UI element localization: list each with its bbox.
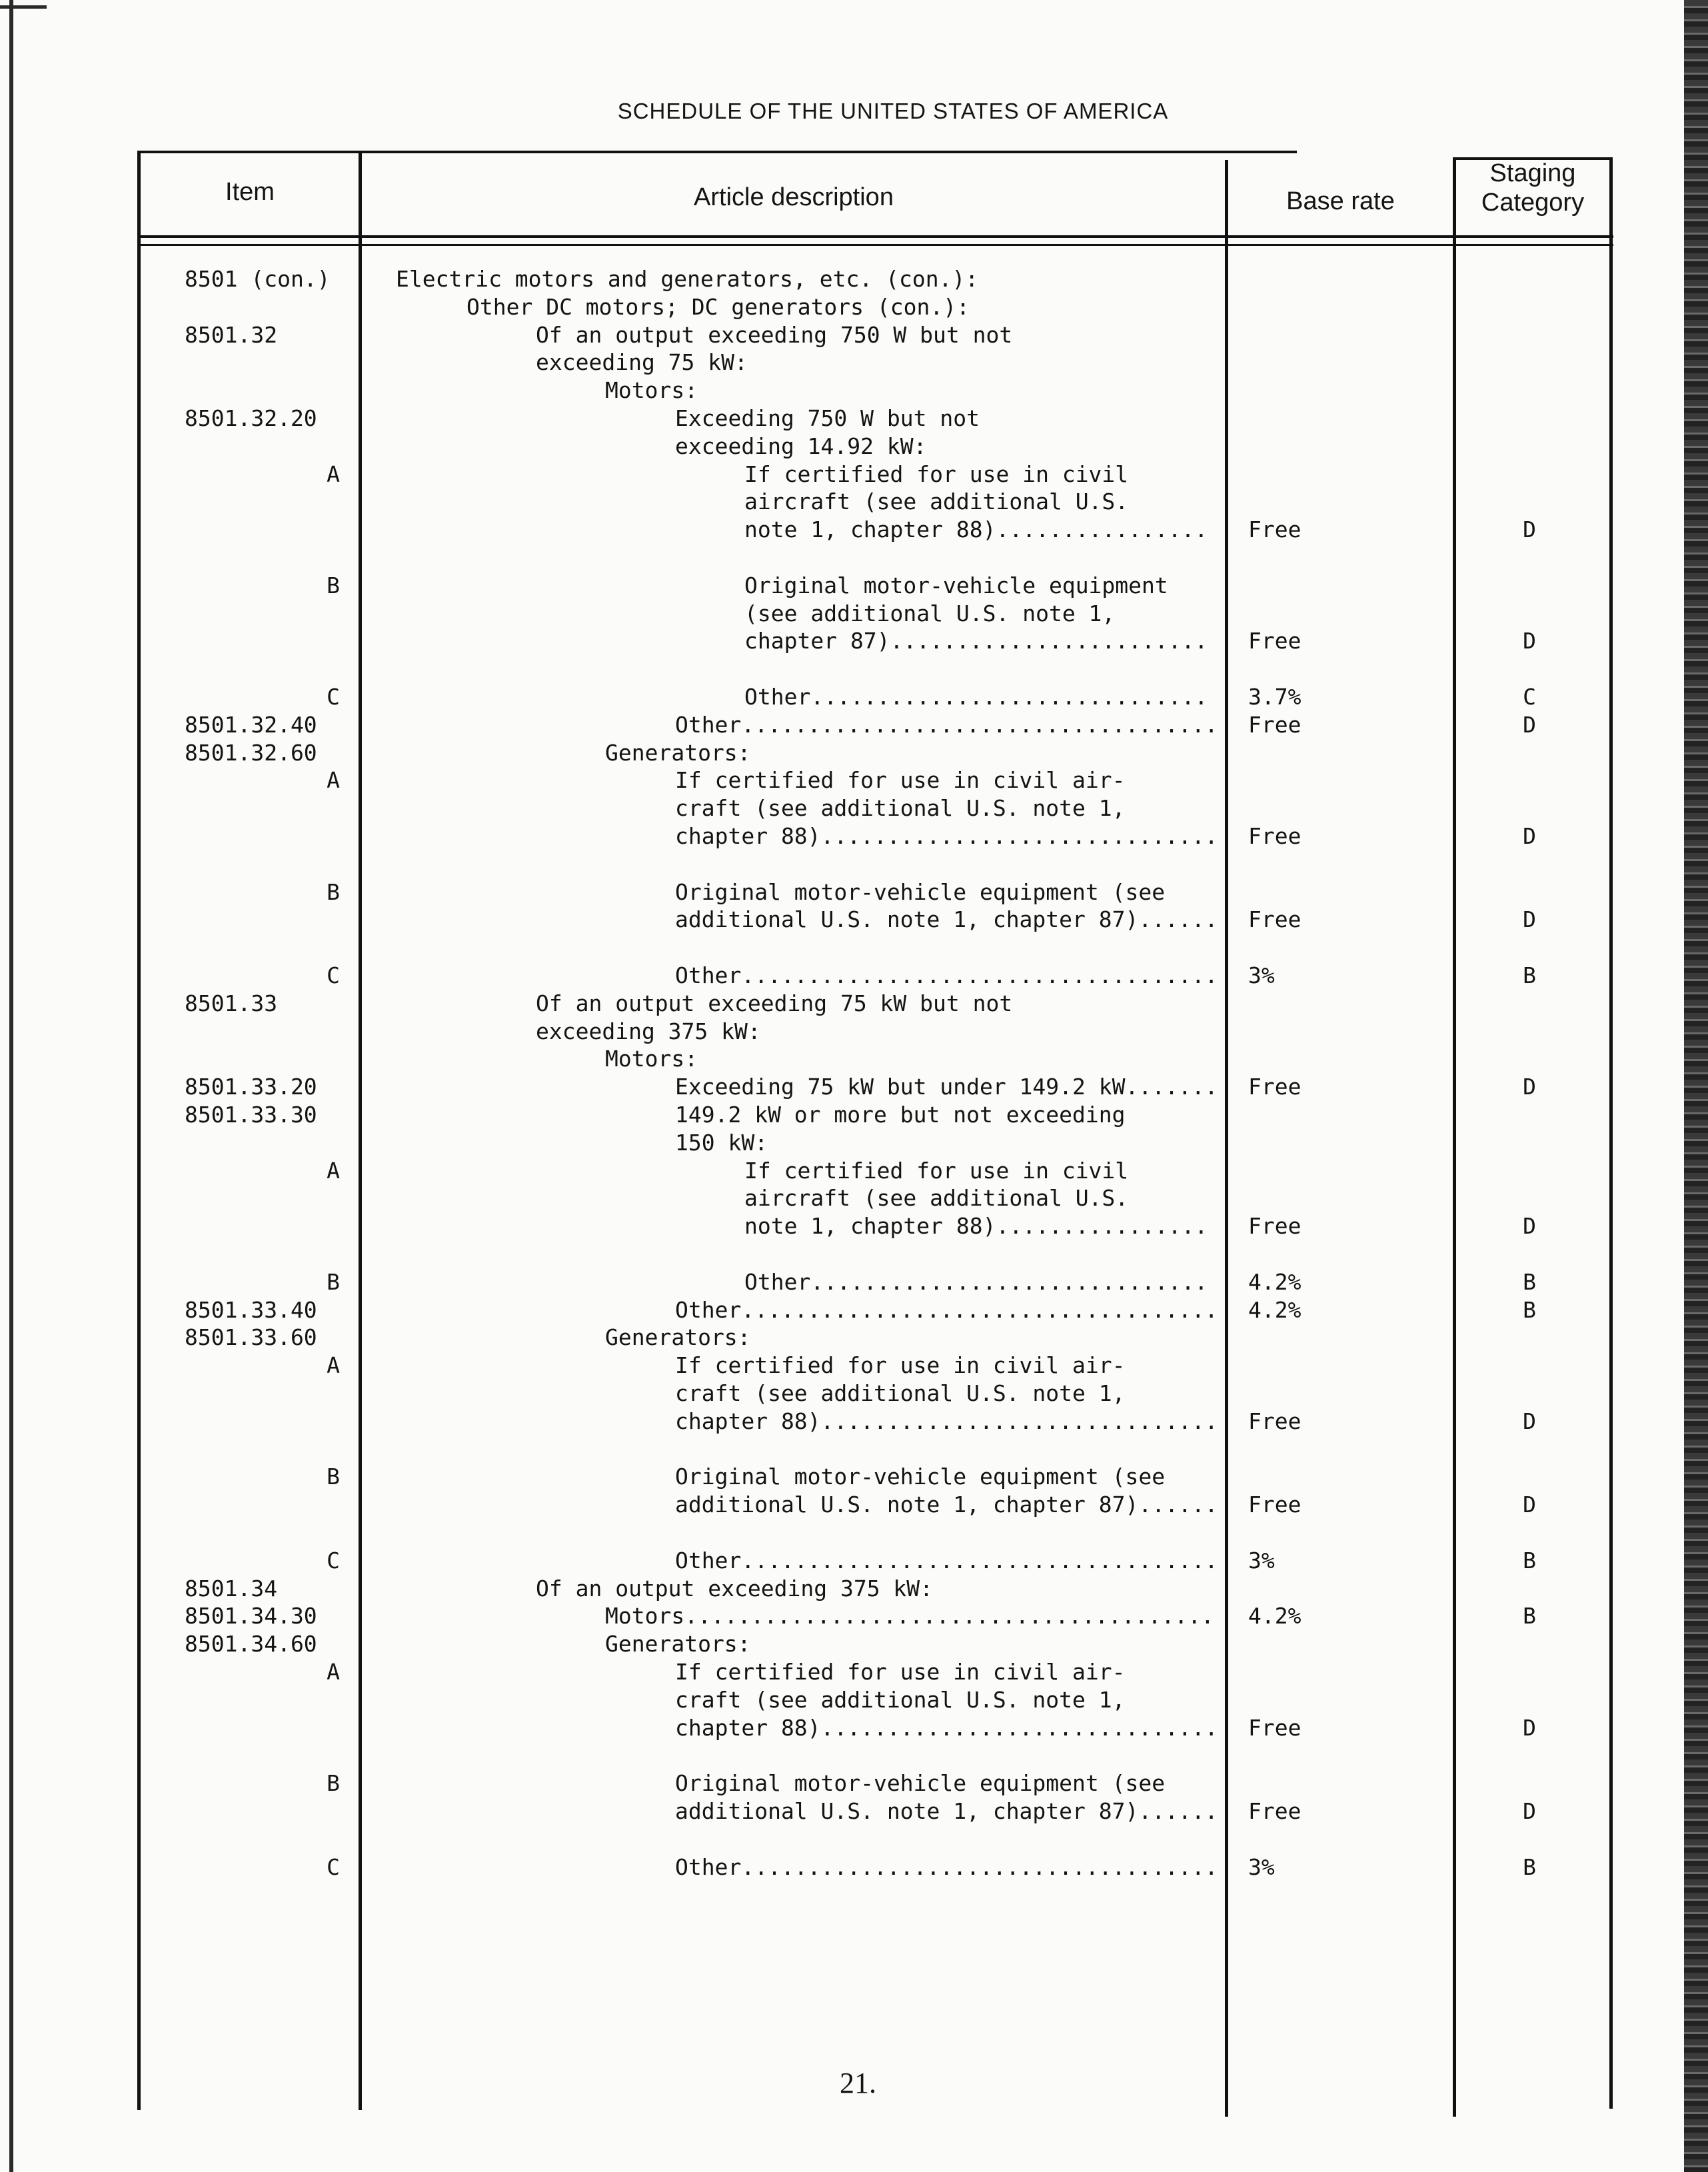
- table-row: [0, 1268, 1708, 1296]
- article-description: [744, 1157, 1128, 1185]
- staging-category: C: [1523, 684, 1536, 710]
- item-sub-letter: A: [327, 1352, 340, 1378]
- article-description: [744, 488, 1128, 516]
- table-row: [0, 1686, 1708, 1714]
- table-row: [0, 822, 1708, 850]
- base-rate: Free: [1248, 1408, 1301, 1434]
- table-row: [0, 1491, 1708, 1519]
- scan-corner-mark: [0, 5, 47, 9]
- staging-category: B: [1523, 962, 1536, 988]
- base-rate: Free: [1248, 1798, 1301, 1824]
- table-row: [0, 377, 1708, 405]
- description-text: Motors:: [605, 1046, 698, 1072]
- article-description: [675, 405, 980, 433]
- staging-category: D: [1523, 906, 1536, 932]
- description-text: Other: [675, 1548, 742, 1574]
- table-row: [0, 1630, 1708, 1658]
- description-text: chapter 88): [675, 1408, 821, 1434]
- base-rate: Free: [1248, 628, 1301, 654]
- article-description: [744, 627, 1208, 655]
- item-number: 8501.34.60: [185, 1631, 317, 1657]
- header-staging-category: [1456, 159, 1609, 217]
- staging-category: D: [1523, 823, 1536, 849]
- table-row: [0, 962, 1708, 990]
- header-staging-line1: Staging: [1489, 159, 1576, 187]
- description-text: craft (see additional U.S. note 1,: [675, 795, 1126, 821]
- table-row: [0, 433, 1708, 461]
- item-number: 8501.34: [185, 1576, 278, 1602]
- base-rate: 4.2%: [1248, 1603, 1301, 1629]
- table-row: [0, 711, 1708, 739]
- description-text: Other: [675, 962, 742, 988]
- article-description: [536, 321, 1012, 349]
- article-description: [605, 1324, 751, 1352]
- table-row: [0, 1296, 1708, 1324]
- item-sub-letter: B: [327, 1269, 340, 1295]
- table-row: [0, 1658, 1708, 1686]
- item-sub-letter: A: [327, 1659, 340, 1685]
- table-row: [0, 1408, 1708, 1436]
- item-sub-letter: C: [327, 1548, 340, 1574]
- article-description: [536, 990, 1012, 1018]
- article-description: [605, 377, 698, 405]
- article-description: [675, 794, 1126, 822]
- description-text: exceeding 14.92 kW:: [675, 433, 927, 459]
- description-text: Other: [675, 1297, 742, 1323]
- table-row: [0, 1018, 1708, 1046]
- description-text: Electric motors and generators, etc. (con.):: [396, 266, 979, 292]
- staging-category: D: [1523, 1715, 1536, 1741]
- table-row: [0, 293, 1708, 321]
- header-staging-line2: Category: [1481, 189, 1585, 217]
- article-description: [536, 1018, 761, 1046]
- description-text: Generators:: [605, 740, 751, 766]
- table-row: [0, 766, 1708, 794]
- article-description: [675, 822, 1218, 850]
- table-row: [0, 1575, 1708, 1603]
- article-description: [675, 1769, 1165, 1797]
- table-row: [0, 1184, 1708, 1212]
- item-sub-letter: A: [327, 461, 340, 487]
- table-row: [0, 572, 1708, 600]
- item-sub-letter: A: [327, 1158, 340, 1184]
- staging-category: D: [1523, 517, 1536, 543]
- table-top-border: [137, 151, 1297, 153]
- article-description: [744, 1184, 1128, 1212]
- description-text: Original motor-vehicle equipment: [744, 572, 1168, 598]
- article-description: [675, 1352, 1126, 1380]
- base-rate: 3%: [1248, 1854, 1275, 1880]
- table-row: [0, 1547, 1708, 1575]
- description-text: additional U.S. note 1, chapter 87): [675, 1492, 1139, 1518]
- description-text: craft (see additional U.S. note 1,: [675, 1380, 1126, 1406]
- item-sub-letter: B: [327, 1464, 340, 1490]
- description-text: Motors: [605, 1603, 685, 1629]
- table-row: [0, 1797, 1708, 1825]
- dot-leader: ......: [1138, 1798, 1218, 1824]
- table-row: [0, 683, 1708, 711]
- table-row: [0, 627, 1708, 655]
- table-row: [0, 1157, 1708, 1185]
- header-article-description: Article description: [694, 183, 894, 211]
- description-text: Other: [675, 712, 742, 738]
- table-row: [0, 739, 1708, 767]
- description-text: 150 kW:: [675, 1130, 768, 1156]
- article-description: [675, 1491, 1218, 1519]
- base-rate: Free: [1248, 906, 1301, 932]
- table-row: [0, 321, 1708, 349]
- article-description: [675, 1547, 1218, 1575]
- article-description: [675, 1101, 1126, 1129]
- table-row: [0, 1101, 1708, 1129]
- article-description: [744, 600, 1115, 628]
- description-text: Of an output exceeding 750 W but not: [536, 322, 1013, 348]
- article-description: [675, 962, 1218, 990]
- staging-category: B: [1523, 1548, 1536, 1574]
- table-row: [0, 1602, 1708, 1630]
- article-description: [466, 293, 970, 321]
- table-row: [0, 405, 1708, 433]
- dot-leader: ..............................: [820, 823, 1218, 849]
- table-row: [0, 600, 1708, 628]
- base-rate: 3.7%: [1248, 684, 1301, 710]
- item-number: 8501.32: [185, 322, 278, 348]
- dot-leader: .......: [1125, 1074, 1218, 1100]
- article-description: [675, 766, 1126, 794]
- table-row: [0, 794, 1708, 822]
- base-rate: 4.2%: [1248, 1269, 1301, 1295]
- article-description: [396, 265, 978, 293]
- table-row: [0, 1853, 1708, 1881]
- description-text: Of an output exceeding 375 kW:: [536, 1576, 934, 1602]
- staging-category: D: [1523, 1492, 1536, 1518]
- table-row: [0, 1045, 1708, 1073]
- item-number: 8501.34.30: [185, 1603, 317, 1629]
- description-text: additional U.S. note 1, chapter 87): [675, 1798, 1139, 1824]
- table-row: [0, 906, 1708, 934]
- dot-leader: ..............................: [820, 1715, 1218, 1741]
- description-text: chapter 88): [675, 823, 821, 849]
- item-number: 8501.32.40: [185, 712, 317, 738]
- article-description: [536, 349, 748, 377]
- staging-category: B: [1523, 1854, 1536, 1880]
- article-description: [744, 516, 1208, 544]
- table-row: [0, 516, 1708, 544]
- base-rate: 3%: [1248, 1548, 1275, 1574]
- article-description: [675, 1853, 1218, 1881]
- table-row: [0, 265, 1708, 293]
- page-title: SCHEDULE OF THE UNITED STATES OF AMERICA: [617, 99, 1169, 123]
- table-row: [0, 878, 1708, 906]
- description-text: If certified for use in civil air-: [675, 1352, 1126, 1378]
- base-rate: Free: [1248, 1715, 1301, 1741]
- base-rate: Free: [1248, 712, 1301, 738]
- description-text: additional U.S. note 1, chapter 87): [675, 906, 1139, 932]
- description-text: 149.2 kW or more but not exceeding: [675, 1102, 1126, 1128]
- dot-leader: ..............................: [810, 684, 1208, 710]
- staging-category: D: [1523, 712, 1536, 738]
- table-row: [0, 1352, 1708, 1380]
- article-description: [744, 1268, 1208, 1296]
- item-sub-letter: B: [327, 879, 340, 905]
- description-text: note 1, chapter 88): [744, 1213, 996, 1239]
- article-description: [744, 572, 1168, 600]
- table-row: [0, 1714, 1708, 1742]
- dot-leader: ......: [1138, 1492, 1218, 1518]
- table-row: [0, 1324, 1708, 1352]
- article-description: [675, 1296, 1218, 1324]
- header-item: Item: [225, 178, 275, 206]
- base-rate: Free: [1248, 1492, 1301, 1518]
- item-number: 8501 (con.): [185, 266, 331, 292]
- description-text: If certified for use in civil air-: [675, 1659, 1126, 1685]
- table-row: [0, 1073, 1708, 1101]
- item-sub-letter: C: [327, 684, 340, 710]
- description-text: (see additional U.S. note 1,: [744, 600, 1116, 626]
- dot-leader: ..............................: [810, 1269, 1208, 1295]
- dot-leader: ........................: [890, 628, 1208, 654]
- header-base-rate: Base rate: [1286, 187, 1395, 215]
- table-row: [0, 1129, 1708, 1157]
- dot-leader: ....................................: [741, 1548, 1218, 1574]
- description-text: Generators:: [605, 1631, 751, 1657]
- item-sub-letter: B: [327, 1770, 340, 1796]
- item-number: 8501.33: [185, 990, 278, 1016]
- description-text: If certified for use in civil: [744, 1158, 1129, 1184]
- description-text: Other: [744, 684, 811, 710]
- article-description: [675, 433, 927, 461]
- article-description: [675, 1658, 1126, 1686]
- description-text: exceeding 75 kW:: [536, 349, 748, 375]
- dot-leader: ..............................: [820, 1408, 1218, 1434]
- article-description: [675, 1073, 1218, 1101]
- description-text: Motors:: [605, 377, 698, 403]
- description-text: Of an output exceeding 75 kW but not: [536, 990, 1013, 1016]
- article-description: [675, 711, 1218, 739]
- article-description: [675, 1408, 1218, 1436]
- description-text: aircraft (see additional U.S.: [744, 1185, 1129, 1211]
- article-description: [744, 1212, 1208, 1240]
- description-text: chapter 88): [675, 1715, 821, 1741]
- article-description: [536, 1575, 933, 1603]
- dot-leader: ........................................: [684, 1603, 1214, 1629]
- article-description: [605, 1602, 1214, 1630]
- article-description: [675, 878, 1165, 906]
- description-text: Other DC motors; DC generators (con.):: [466, 294, 970, 320]
- table-row: [0, 488, 1708, 516]
- description-text: Generators:: [605, 1324, 751, 1350]
- description-text: aircraft (see additional U.S.: [744, 489, 1129, 515]
- description-text: Original motor-vehicle equipment (see: [675, 879, 1166, 905]
- table-row: [0, 1380, 1708, 1408]
- description-text: Other: [744, 1269, 811, 1295]
- article-description: [675, 1714, 1218, 1742]
- staging-category: B: [1523, 1603, 1536, 1629]
- table-row: [0, 1463, 1708, 1491]
- item-number: 8501.33.30: [185, 1102, 317, 1128]
- staging-category: B: [1523, 1297, 1536, 1323]
- article-description: [744, 461, 1128, 489]
- item-sub-letter: C: [327, 962, 340, 988]
- base-rate: Free: [1248, 823, 1301, 849]
- dot-leader: ....................................: [741, 1297, 1218, 1323]
- page-number: 21.: [840, 2067, 876, 2099]
- description-text: Other: [675, 1854, 742, 1880]
- item-number: 8501.32.60: [185, 740, 317, 766]
- article-description: [605, 739, 751, 767]
- description-text: Original motor-vehicle equipment (see: [675, 1464, 1166, 1490]
- base-rate: Free: [1248, 1074, 1301, 1100]
- description-text: Exceeding 750 W but not: [675, 405, 980, 431]
- article-description: [675, 1686, 1126, 1714]
- dot-leader: ................: [996, 1213, 1208, 1239]
- table-row: [0, 990, 1708, 1018]
- article-description: [675, 906, 1218, 934]
- description-text: note 1, chapter 88): [744, 517, 996, 543]
- item-sub-letter: B: [327, 572, 340, 598]
- item-number: 8501.33.20: [185, 1074, 317, 1100]
- base-rate: Free: [1248, 1213, 1301, 1239]
- table-row: [0, 1769, 1708, 1797]
- article-description: [605, 1630, 751, 1658]
- table-row: [0, 1212, 1708, 1240]
- item-number: 8501.32.20: [185, 405, 317, 431]
- table-row: [0, 349, 1708, 377]
- item-sub-letter: A: [327, 767, 340, 793]
- base-rate: Free: [1248, 517, 1301, 543]
- staging-category: D: [1523, 1408, 1536, 1434]
- staging-category: D: [1523, 1213, 1536, 1239]
- table-row: [0, 461, 1708, 489]
- base-rate: 3%: [1248, 962, 1275, 988]
- dot-leader: ......: [1138, 906, 1218, 932]
- dot-leader: ................: [996, 517, 1208, 543]
- staging-category: D: [1523, 1074, 1536, 1100]
- dot-leader: ....................................: [741, 962, 1218, 988]
- staging-category: D: [1523, 1798, 1536, 1824]
- base-rate: 4.2%: [1248, 1297, 1301, 1323]
- description-text: chapter 87): [744, 628, 890, 654]
- dot-leader: ....................................: [741, 712, 1218, 738]
- item-number: 8501.33.60: [185, 1324, 317, 1350]
- dot-leader: ....................................: [741, 1854, 1218, 1880]
- staging-category: D: [1523, 628, 1536, 654]
- item-sub-letter: C: [327, 1854, 340, 1880]
- staging-category: B: [1523, 1269, 1536, 1295]
- description-text: craft (see additional U.S. note 1,: [675, 1687, 1126, 1713]
- description-text: Original motor-vehicle equipment (see: [675, 1770, 1166, 1796]
- description-text: exceeding 375 kW:: [536, 1018, 761, 1044]
- article-description: [605, 1045, 698, 1073]
- description-text: If certified for use in civil: [744, 461, 1129, 487]
- description-text: Exceeding 75 kW but under 149.2 kW: [675, 1074, 1126, 1100]
- article-description: [675, 1463, 1165, 1491]
- article-description: [675, 1129, 768, 1157]
- article-description: [675, 1797, 1218, 1825]
- article-description: [675, 1380, 1126, 1408]
- description-text: If certified for use in civil air-: [675, 767, 1126, 793]
- item-number: 8501.33.40: [185, 1297, 317, 1323]
- article-description: [744, 683, 1208, 711]
